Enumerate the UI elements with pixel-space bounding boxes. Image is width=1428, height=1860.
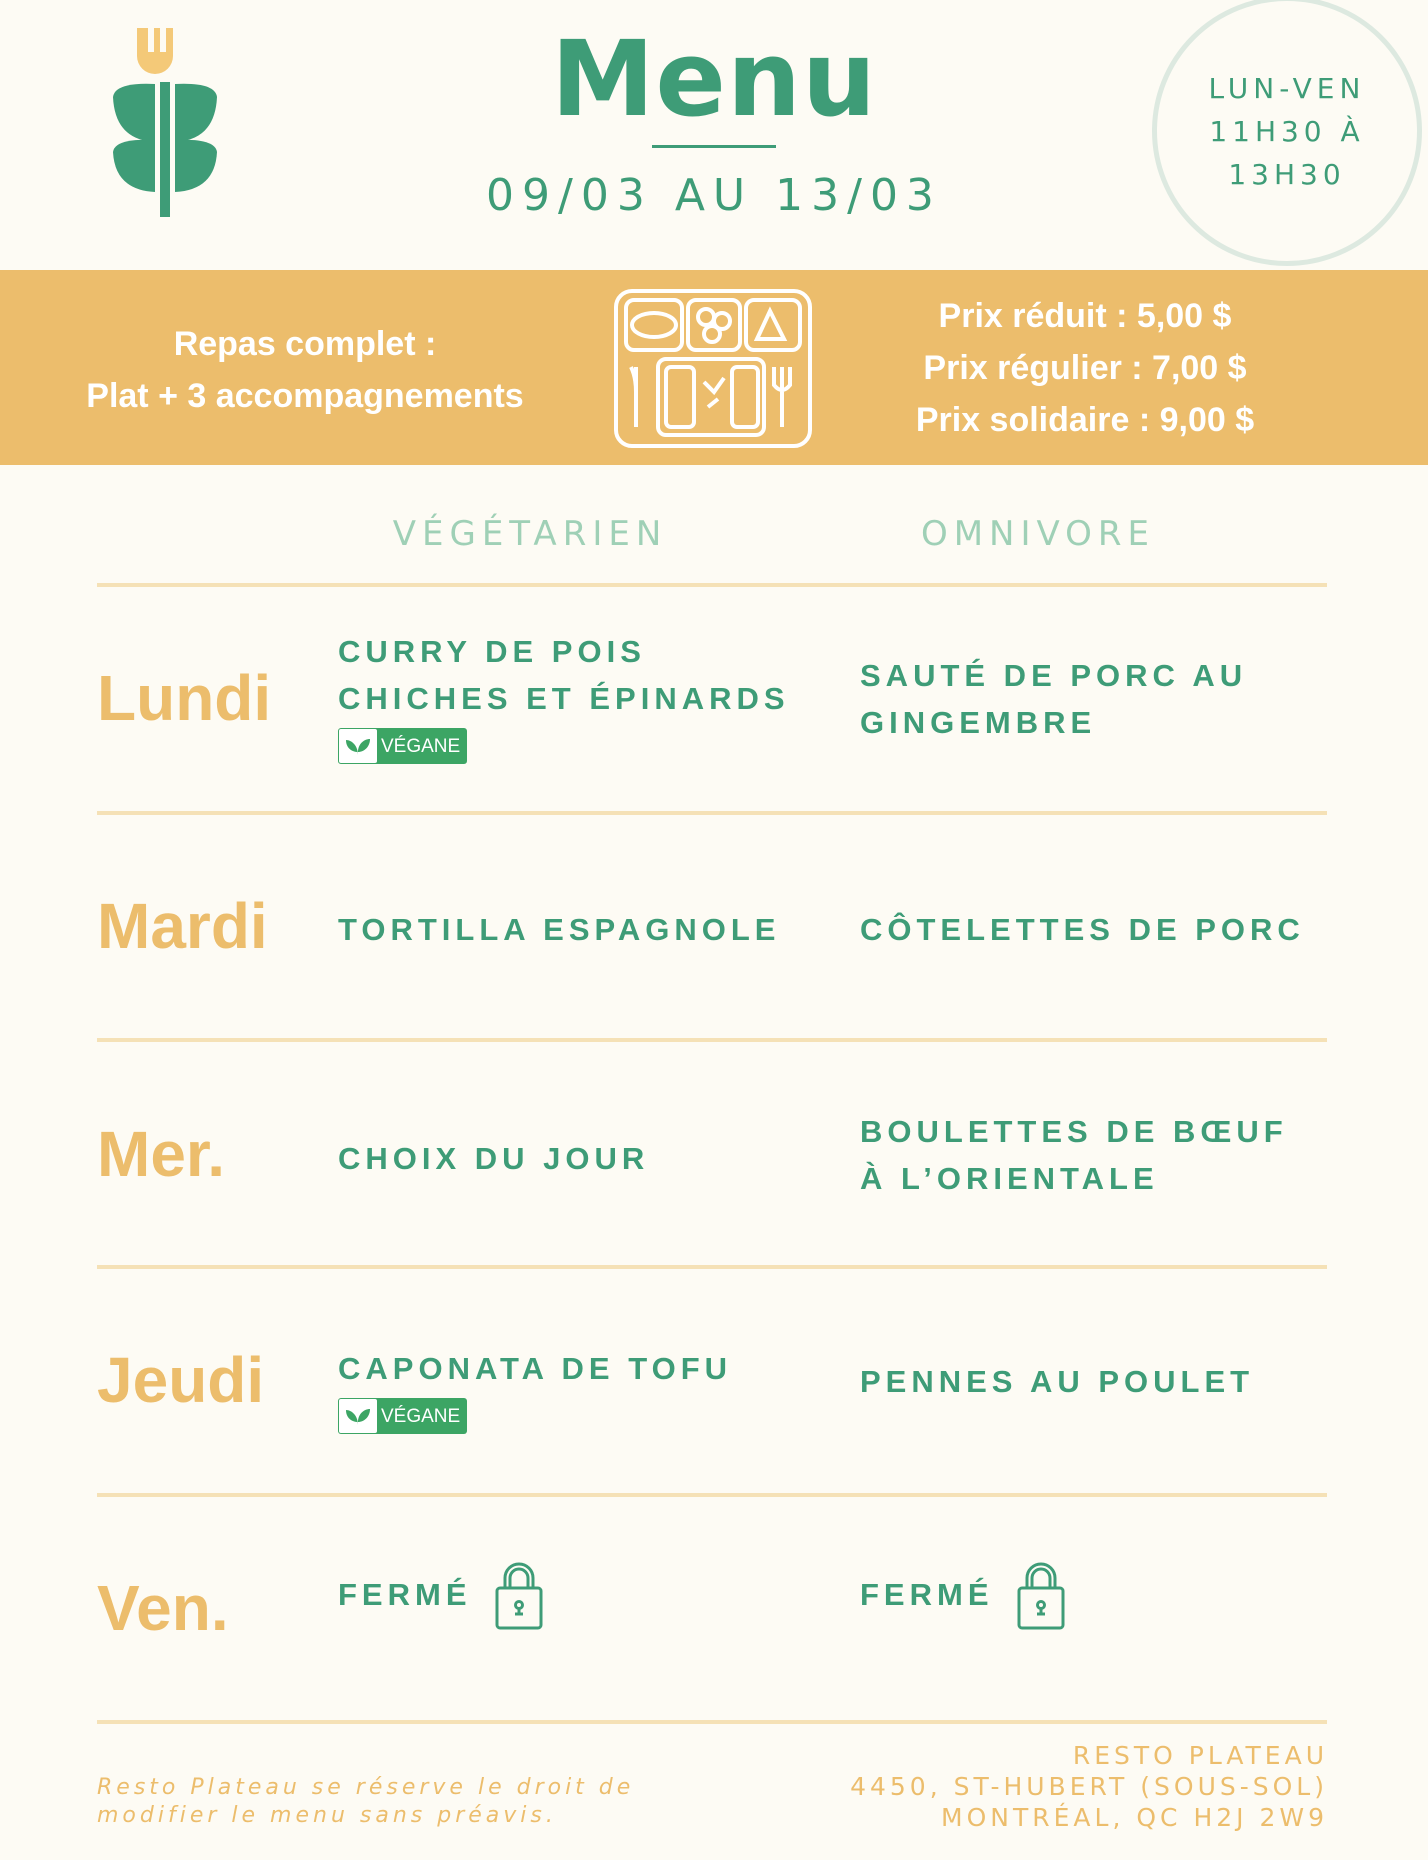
row-divider xyxy=(97,1038,1327,1042)
vegan-badge-label: VÉGANE xyxy=(381,1405,461,1427)
dish-line: BOULETTES DE BŒUF xyxy=(860,1114,1288,1149)
dish-omnivore-wednesday xyxy=(860,1108,1330,1202)
title-divider xyxy=(652,145,776,148)
day-label-wednesday: Mer. xyxy=(97,1118,226,1190)
dish-vegetarian-tuesday xyxy=(338,906,808,953)
disclaimer-line: Resto Plateau se réserve le droit de xyxy=(97,1775,635,1800)
dish-line: CÔTELETTES DE PORC xyxy=(860,912,1305,947)
dish-line: SAUTÉ DE PORC AU xyxy=(860,658,1248,693)
price-solidarity: Prix solidaire : 9,00 $ xyxy=(915,401,1255,439)
opening-hours-badge xyxy=(1152,0,1422,266)
dish-line: PENNES AU POULET xyxy=(860,1364,1255,1399)
dish-omnivore-thursday xyxy=(860,1358,1330,1405)
dish-line: CURRY DE POIS xyxy=(338,634,646,669)
row-divider xyxy=(97,583,1327,587)
dish-omnivore-friday xyxy=(860,1558,1330,1630)
disclaimer-line: modifier le menu sans préavis. xyxy=(97,1803,557,1828)
hours-start: 11H30 À xyxy=(1209,114,1365,148)
day-label-tuesday: Mardi xyxy=(97,890,268,962)
dish-line: TORTILLA ESPAGNOLE xyxy=(338,912,781,947)
price-list xyxy=(880,290,1290,446)
vegan-badge xyxy=(338,1398,467,1434)
dish-line: À L’ORIENTALE xyxy=(860,1161,1159,1196)
dish-vegetarian-wednesday xyxy=(338,1135,808,1182)
dish-line: CAPONATA DE TOFU xyxy=(338,1351,733,1386)
column-header-vegetarian: VÉGÉTARIEN xyxy=(392,514,668,554)
row-divider xyxy=(97,811,1327,815)
dish-vegetarian-friday xyxy=(338,1558,808,1630)
leaf-icon xyxy=(339,729,377,763)
day-label-friday: Ven. xyxy=(97,1572,229,1644)
meal-line: Repas complet : xyxy=(173,325,437,363)
date-range: 09/03 AU 13/03 xyxy=(486,170,942,221)
price-regular: Prix régulier : 7,00 $ xyxy=(923,349,1247,387)
lock-icon xyxy=(494,1558,544,1630)
vegan-badge xyxy=(338,728,467,764)
lock-icon xyxy=(1016,1558,1066,1630)
price-reduced: Prix réduit : 5,00 $ xyxy=(938,297,1232,335)
day-label-monday: Lundi xyxy=(97,662,272,734)
hours-days: LUN-VEN xyxy=(1208,71,1366,105)
dish-vegetarian-monday xyxy=(338,628,808,769)
disclaimer xyxy=(97,1774,657,1830)
dish-omnivore-tuesday xyxy=(860,906,1330,953)
page-title: Menu xyxy=(550,18,878,140)
day-label-thursday: Jeudi xyxy=(97,1344,265,1416)
leaf-icon xyxy=(339,1399,377,1433)
row-divider xyxy=(97,1720,1327,1724)
dish-line: CHOIX DU JOUR xyxy=(338,1141,650,1176)
closed-label: FERMÉ xyxy=(338,1576,472,1612)
dish-line: GINGEMBRE xyxy=(860,705,1097,740)
vegan-badge-label: VÉGANE xyxy=(381,735,461,757)
column-header-omnivore: OMNIVORE xyxy=(920,514,1156,554)
row-divider xyxy=(97,1265,1327,1269)
meal-tray-icon xyxy=(612,287,814,450)
row-divider xyxy=(97,1493,1327,1497)
meal-line: Plat + 3 accompagnements xyxy=(86,377,524,415)
dish-vegetarian-thursday xyxy=(338,1345,808,1439)
dish-omnivore-monday xyxy=(860,652,1330,746)
dish-line: CHICHES ET ÉPINARDS xyxy=(338,681,790,716)
restaurant-name: RESTO PLATEAU xyxy=(1072,1741,1328,1770)
meal-description xyxy=(60,318,550,422)
closed-label: FERMÉ xyxy=(860,1576,994,1612)
hours-end: 13H30 xyxy=(1228,157,1346,191)
address-block xyxy=(800,1740,1328,1833)
city-address: MONTRÉAL, QC H2J 2W9 xyxy=(941,1803,1328,1832)
street-address: 4450, ST-HUBERT (SOUS-SOL) xyxy=(850,1772,1328,1801)
